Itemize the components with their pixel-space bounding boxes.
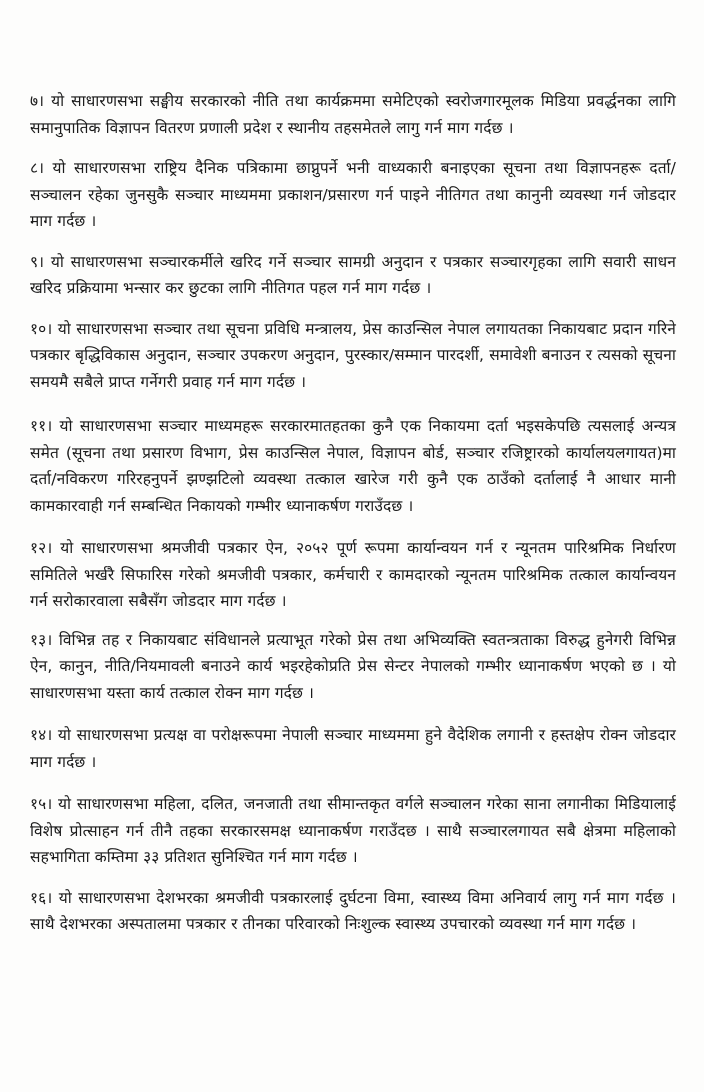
- resolution-15: १५। यो साधारणसभा महिला, दलित, जनजाती तथा सीमान्तकृत वर्गले सञ्चालन गरेका साना लगानीका मिडियालाई विशेष प्रोत्साहन गर्न तीनै तहका सरकारसमक्ष ध्यानाकर्षण गराउँदछ । साथै सञ्चारलगायत सबै क्षेत्रमा महिलाको सहभागिता कम्तिमा ३३ प्रतिशत सुनिश्चित गर्न माग गर्दछ ।: [30, 795, 676, 866]
- resolution-14: १४। यो साधारणसभा प्रत्यक्ष वा परोक्षरूपमा नेपाली सञ्चार माध्यममा हुने वैदेशिक लगानी र हस्तक्षेप रोक्न जोडदार माग गर्दछ ।: [30, 726, 676, 771]
- resolution-13: १३। विभिन्न तह र निकायबाट संविधानले प्रत्याभूत गरेको प्रेस तथा अभिव्यक्ति स्वतन्त्रताका विरुद्ध हुनेगरी विभिन्न ऐन, कानुन, नीति/नियमावली बनाउने कार्य भइरहेकोप्रति प्रेस सेन्टर नेपालको गम्भीर ध्यानाकर्षण भएको छ । यो साधारणसभा यस्ता कार्य तत्काल रोक्न माग गर्दछ ।: [30, 630, 676, 702]
- resolution-9: ९। यो साधारणसभा सञ्चारकर्मीले खरिद गर्ने सञ्चार सामग्री अनुदान र पत्रकार सञ्चारगृहका लागि सवारी साधन खरिद प्रक्रियामा भन्सार कर छुटका लागि नीतिगत पहल गर्न माग गर्दछ ।: [30, 252, 676, 297]
- resolution-8: ८। यो साधारणसभा राष्ट्रिय दैनिक पत्रिकामा छाप्नुपर्ने भनी वाध्यकारी बनाइएका सूचना तथा विज्ञापनहरू दर्ता/सञ्चालन रहेका जुनसुकै सञ्चार माध्यममा प्रकाशन/प्रसारण गर्न पाइने नीतिगत तथा कानुनी व्यवस्था गर्न जोडदार माग गर्दछ ।: [30, 159, 676, 230]
- resolution-10: १०। यो साधारणसभा सञ्चार तथा सूचना प्रविधि मन्त्रालय, प्रेस काउन्सिल नेपाल लगायतका निकायबाट प्रदान गरिने पत्रकार बृद्धिविकास अनुदान, सञ्चार उपकरण अनुदान, पुरस्कार/सम्मान पारदर्शी, समावेशी बनाउन र त्यसको सूचना समयमै सबैले प्राप्त गर्नेगरी प्रवाह गर्न माग गर्दछ ।: [30, 319, 676, 391]
- resolution-16: १६। यो साधारणसभा देशभरका श्रमजीवी पत्रकारलाई दुर्घटना विमा, स्वास्थ्य विमा अनिवार्य लागु गर्न माग गर्दछ । साथै देशभरका अस्पतालमा पत्रकार र तीनका परिवारको निःशुल्क स्वास्थ्य उपचारको व्यवस्था गर्न माग गर्दछ ।: [30, 888, 676, 933]
- resolution-list: [30, 88, 676, 952]
- resolution-12: १२। यो साधारणसभा श्रमजीवी पत्रकार ऐन, २०५२ पूर्ण रूपमा कार्यान्वयन गर्न र न्यूनतम पारिश्रमिक निर्धारण समितिले भर्खरै सिफारिस गरेको श्रमजीवी पत्रकार, कर्मचारी र कामदारको न्यूनतम पारिश्रमिक तत्काल कार्यान्वयन गर्न सरोकारवाला सबैसँग जोडदार माग गर्दछ ।: [30, 539, 676, 610]
- resolution-11: ११। यो साधारणसभा सञ्चार माध्यमहरू सरकारमातहतका कुनै एक निकायमा दर्ता भइसकेपछि त्यसलाई अन्यत्र समेत (सूचना तथा प्रसारण विभाग, प्रेस काउन्सिल नेपाल, विज्ञापन बोर्ड, सञ्चार रजिष्ट्रारको कार्यालयलगायत)मा दर्ता/नविकरण गरिरहनुपर्ने झण्झटिलो व्यवस्था तत्काल खारेज गरी कुनै एक ठाउँको दर्तालाई नै आधार मानी कामकारवाही गर्न सम्बन्धित निकायको गम्भीर ध्यानाकर्षण गराउँदछ ।: [30, 417, 676, 515]
- resolution-7: ७। यो साधारणसभा सङ्घीय सरकारको नीति तथा कार्यक्रममा समेटिएको स्वरोजगारमूलक मिडिया प्रवर्द्धनका लागि समानुपातिक विज्ञापन वितरण प्रणाली प्रदेश र स्थानीय तहसमेतले लागु गर्न माग गर्दछ ।: [30, 92, 676, 137]
